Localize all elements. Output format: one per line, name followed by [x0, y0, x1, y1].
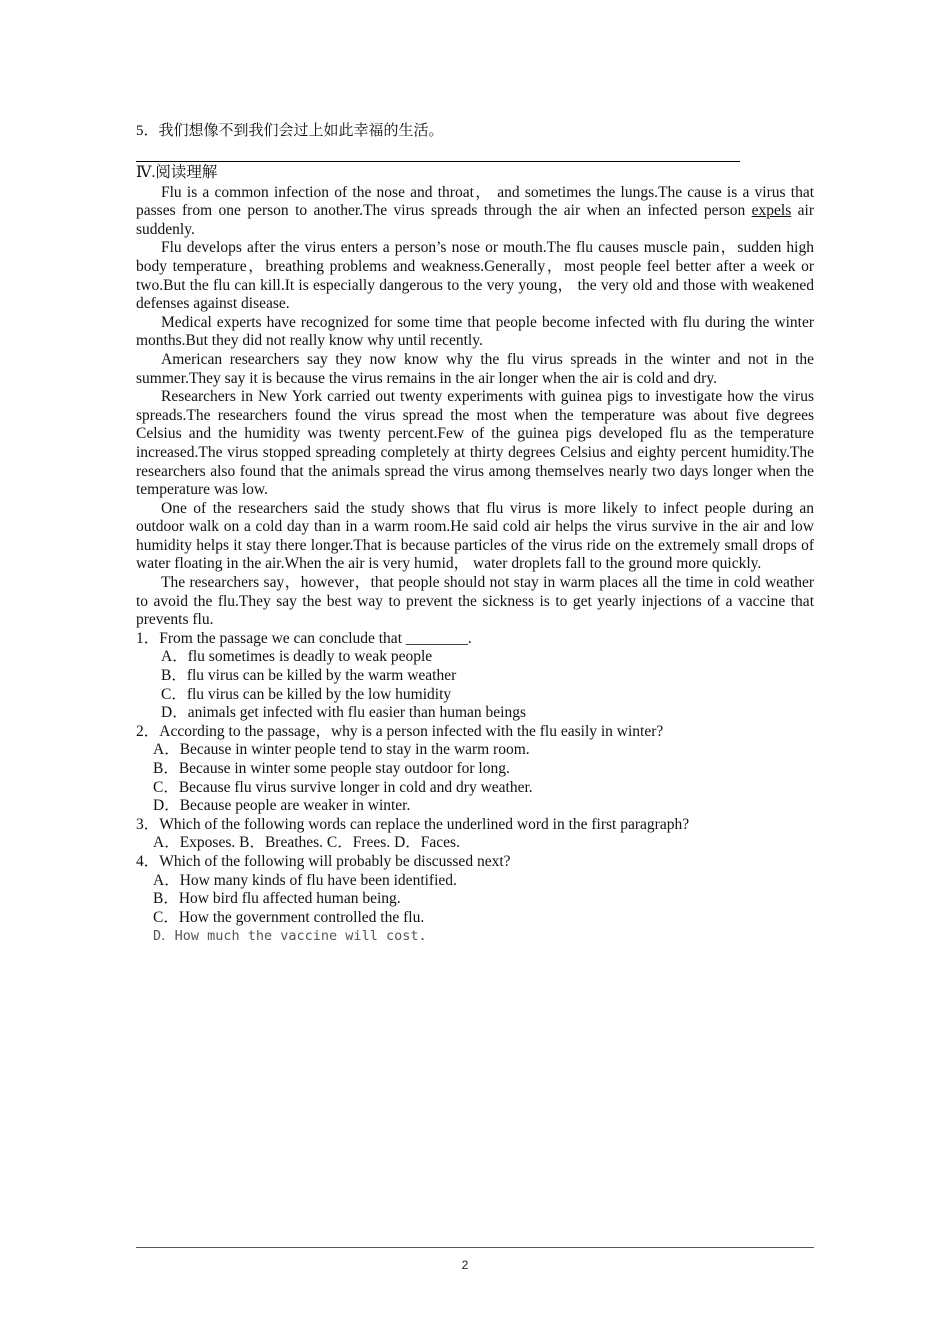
question-1-option-a: A．flu sometimes is deadly to weak people [161, 648, 433, 666]
question-2-option-c: C．Because flu virus survive longer in cold and dry weather. [153, 778, 533, 796]
question-4-option-a: A．How many kinds of flu have been identified. [153, 871, 457, 889]
footer-divider [136, 1247, 814, 1248]
passage-paragraph-3: Medical experts have recognized for some time that people become infected with flu during the winter months.But they did not really know why until recently. [136, 313, 814, 350]
p1-text-before: Flu is a common infection of the nose and throat， and sometimes the lungs.The cause is a virus that passes from one person to another.The virus spreads through the air when an infected person [136, 183, 814, 220]
question-4-stem: 4．Which of the following will probably be discussed next? [136, 852, 511, 870]
passage-paragraph-6: One of the researchers said the study shows that flu virus is more likely to infect people during an outdoor walk on a cold day than in a warm room.He said cold air helps the virus survive in the air and low humidity helps it stay there longer.That is because particles of the virus ride on the extremely small drops of water floating in the air.When the air is very humid， water droplets fall to the ground more quickly. [136, 499, 814, 573]
question-3-stem: 3．Which of the following words can replace the underlined word in the first paragraph? [136, 815, 690, 833]
question-4 [136, 853, 814, 946]
section-title: Ⅳ.阅读理解 [136, 163, 218, 181]
question-3-options: A．Exposes. B．Breathes. C．Frees. D．Faces. [153, 834, 460, 852]
question-1-option-b: B．flu virus can be killed by the warm weather [161, 667, 457, 685]
passage-paragraph-2: Flu develops after the virus enters a person’s nose or mouth.The flu causes muscle pain，sudden high body temperature，breathing problems and weakness.Generally，most people feel better after a week or two.But the flu can kill.It is especially dangerous to the very young， the very old and those with weakened defenses against disease. [136, 239, 814, 313]
passage-paragraph-7: The researchers say，however，that people should not stay in warm places all the time in cold weather to avoid the flu.They say the best way to prevent the sickness is to get yearly injections of a vaccine that prevents flu. [136, 574, 814, 629]
passage-paragraph-4: American researchers say they now know why the flu virus spreads in the winter and not in the summer.They say it is because the virus remains in the air longer when the air is cold and dry. [136, 350, 814, 387]
translation-item-5: 5．我们想像不到我们会过上如此幸福的生活。 [136, 123, 444, 139]
passage-paragraph-1 [136, 184, 814, 240]
underlined-word: expels [751, 202, 792, 220]
question-4-option-c: C．How the government controlled the flu. [153, 908, 425, 926]
p1-text-after: air suddenly. [136, 202, 814, 238]
question-2-option-d: D．Because people are weaker in winter. [153, 797, 411, 815]
answer-line [136, 141, 740, 162]
passage-paragraph-5: Researchers in New York carried out twenty experiments with guinea pigs to investigate how the virus spreads.The researchers found the virus spread the most when the temperature was about five degrees Celsius and the humidity was twenty percent.Few of the guinea pigs developed flu as the temperature increased.The virus stopped spreading completely at thirty degrees Celsius and eighty percent humidity.The researchers also found that the animals spread the virus among themselves nearly two days longer when the temperature was low. [136, 388, 814, 499]
question-2-option-b: B．Because in winter some people stay outdoor for long. [153, 760, 510, 777]
question-3 [136, 816, 814, 853]
question-2 [136, 723, 814, 816]
question-1-option-d: D．animals get infected with flu easier than human beings [161, 704, 527, 722]
question-2-stem: 2．According to the passage，why is a person infected with the flu easily in winter? [136, 722, 664, 740]
question-4-option-b: B．How bird flu affected human being. [153, 890, 401, 908]
question-2-option-a: A．Because in winter people tend to stay in the warm room. [153, 741, 530, 759]
question-1 [136, 630, 814, 723]
question-1-option-c: C．flu virus can be killed by the low humidity [161, 685, 452, 703]
question-4-option-d: D．How much the vaccine will cost. [153, 928, 427, 945]
page-number: 2 [461, 1258, 469, 1272]
question-1-stem: 1．From the passage we can conclude that ________. [136, 629, 472, 647]
document-page [136, 118, 814, 946]
